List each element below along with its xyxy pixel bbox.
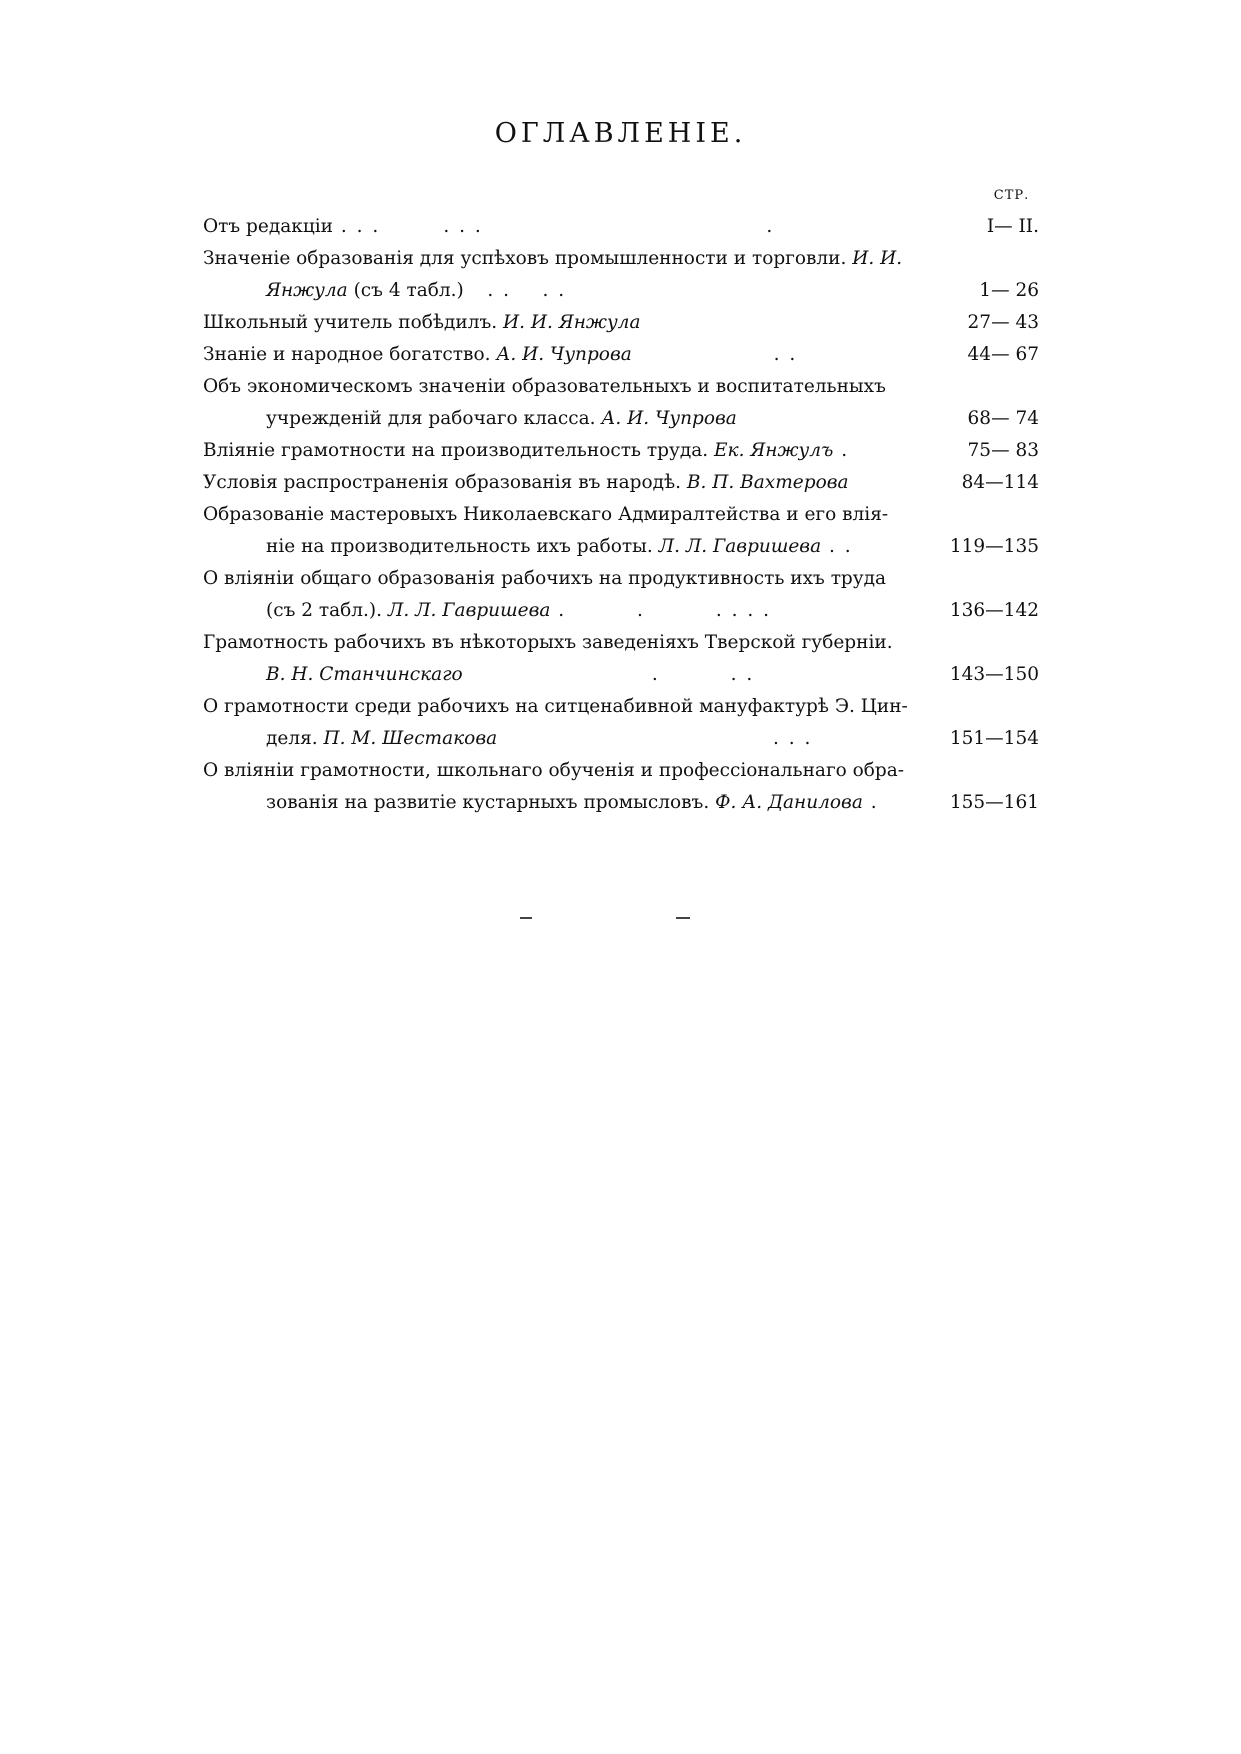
entry-author: Ф. А. Данилова [709, 792, 863, 813]
toc-line-text [203, 435, 943, 467]
page-range: 155—161 [949, 792, 1039, 813]
toc-line-text [203, 371, 943, 403]
toc-entry [203, 691, 1039, 755]
end-ornament-left [520, 917, 532, 919]
table-of-contents [203, 211, 1039, 819]
toc-line [203, 755, 1039, 787]
toc-entry [203, 307, 1039, 339]
dot-leader: . . . [497, 728, 813, 749]
toc-entry [203, 563, 1039, 627]
entry-title: Школьный учитель побѣдилъ. [203, 312, 498, 333]
entry-title: Образованіе мастеровыхъ Николаевскаго Адмиралтейства и его влія- [203, 504, 889, 525]
toc-line [203, 275, 1039, 307]
toc-entry [203, 243, 1039, 307]
toc-line-text [203, 307, 943, 339]
entry-author: В. П. Вахтерова [681, 472, 849, 493]
entry-title: Значеніе образованія для успѣховъ промышленности и торговли. [203, 248, 847, 269]
toc-line-text [203, 275, 1006, 307]
toc-line-text [203, 499, 943, 531]
entry-author: И. И. Янжула [497, 312, 641, 333]
toc-line [203, 627, 1039, 659]
entry-title: Вліяніе грамотности на производительность труда. [203, 440, 709, 461]
entry-title: О вліяніи общаго образованія рабочихъ на продуктивность ихъ труда [203, 568, 887, 589]
end-ornament-right [676, 917, 690, 919]
dot-leader: . . [821, 536, 853, 557]
toc-line-text [203, 563, 943, 595]
dot-leader: . . . . . . . [332, 216, 775, 237]
page-column-label: СТР. [993, 188, 1030, 203]
dot-leader: . . . . . . [550, 600, 772, 621]
entry-title: Объ экономическомъ значеніи образовательныхъ и воспитательныхъ [203, 376, 886, 397]
entry-title: О грамотности среди рабочихъ на ситценабивной мануфактурѣ Э. Цин- [203, 696, 908, 717]
toc-entry [203, 627, 1039, 691]
page-range: 1— 26 [979, 280, 1039, 301]
page-range: 143—150 [949, 664, 1039, 685]
toc-line [203, 243, 1039, 275]
toc-line [203, 307, 1039, 339]
page-range: 44— 67 [967, 344, 1039, 365]
toc-line-text [203, 659, 1006, 691]
entry-author: А. И. Чупрова [490, 344, 632, 365]
toc-line-text [203, 595, 1006, 627]
toc-line-text [203, 691, 943, 723]
entry-author: Л. Л. Гавришева [382, 600, 551, 621]
toc-line [203, 499, 1039, 531]
toc-entry [203, 435, 1039, 467]
dot-leader: . [833, 440, 850, 461]
dot-leader: . . . . [463, 280, 567, 301]
toc-entry [203, 371, 1039, 435]
entry-title: деля. [266, 728, 318, 749]
page-range: 84—114 [961, 472, 1039, 493]
page-range: 75— 83 [967, 440, 1039, 461]
toc-line-text [203, 531, 1006, 563]
page-title: ОГЛАВЛЕНІЕ. [494, 118, 747, 149]
toc-line [203, 339, 1039, 371]
page-range: I— II. [986, 216, 1039, 237]
toc-line [203, 691, 1039, 723]
page-range: 119—135 [949, 536, 1039, 557]
toc-line [203, 211, 1039, 243]
entry-title: Отъ редакціи [203, 216, 333, 237]
entry-title: О вліяніи грамотности, школьнаго обученія и профессіональнаго обра- [203, 760, 905, 781]
toc-line [203, 723, 1039, 755]
page-range: 68— 74 [967, 408, 1039, 429]
page-range: 27— 43 [967, 312, 1039, 333]
toc-line [203, 435, 1039, 467]
toc-entry [203, 339, 1039, 371]
toc-line-text [203, 787, 1006, 819]
entry-title: Грамотность рабочихъ въ нѣкоторыхъ заведеніяхъ Тверской губерніи. [203, 632, 893, 653]
entry-author: И. И. [846, 248, 903, 269]
toc-line [203, 595, 1039, 627]
toc-entry [203, 755, 1039, 819]
toc-line [203, 531, 1039, 563]
toc-entry [203, 211, 1039, 243]
toc-line [203, 787, 1039, 819]
page-range: 151—154 [949, 728, 1039, 749]
toc-entry [203, 499, 1039, 563]
entry-title: Условія распространенія образованія въ народѣ. [203, 472, 682, 493]
entry-author: П. М. Шестакова [317, 728, 498, 749]
entry-author: Ек. Янжулъ [708, 440, 834, 461]
entry-author: В. Н. Станчинскаго [266, 664, 463, 685]
page-range: 136—142 [949, 600, 1039, 621]
entry-author: Янжула [266, 280, 348, 301]
toc-line [203, 563, 1039, 595]
entry-title: зованія на развитіе кустарныхъ промысловъ. [266, 792, 710, 813]
toc-entry [203, 467, 1039, 499]
dot-leader: . [862, 792, 879, 813]
entry-author: Л. Л. Гавришева [652, 536, 822, 557]
entry-title: (съ 2 табл.). [266, 600, 383, 621]
entry-title: Знаніе и народное богатство. [203, 344, 491, 365]
entry-author: А. И. Чупрова [595, 408, 737, 429]
toc-line [203, 403, 1039, 435]
toc-line [203, 371, 1039, 403]
toc-line-text [203, 723, 1006, 755]
entry-title-continued: (съ 4 табл.) [347, 280, 464, 301]
toc-line [203, 467, 1039, 499]
toc-line-text [203, 243, 943, 275]
toc-line-text [203, 467, 943, 499]
toc-line [203, 659, 1039, 691]
toc-line-text [203, 339, 943, 371]
toc-line-text [203, 627, 943, 659]
dot-leader: . . . [462, 664, 755, 685]
toc-line-text [203, 755, 943, 787]
entry-title: ніе на производительность ихъ работы. [266, 536, 653, 557]
dot-leader: . . [631, 344, 798, 365]
entry-title: учрежденій для рабочаго класса. [266, 408, 596, 429]
toc-line-text [203, 403, 1006, 435]
toc-line-text [203, 211, 943, 243]
